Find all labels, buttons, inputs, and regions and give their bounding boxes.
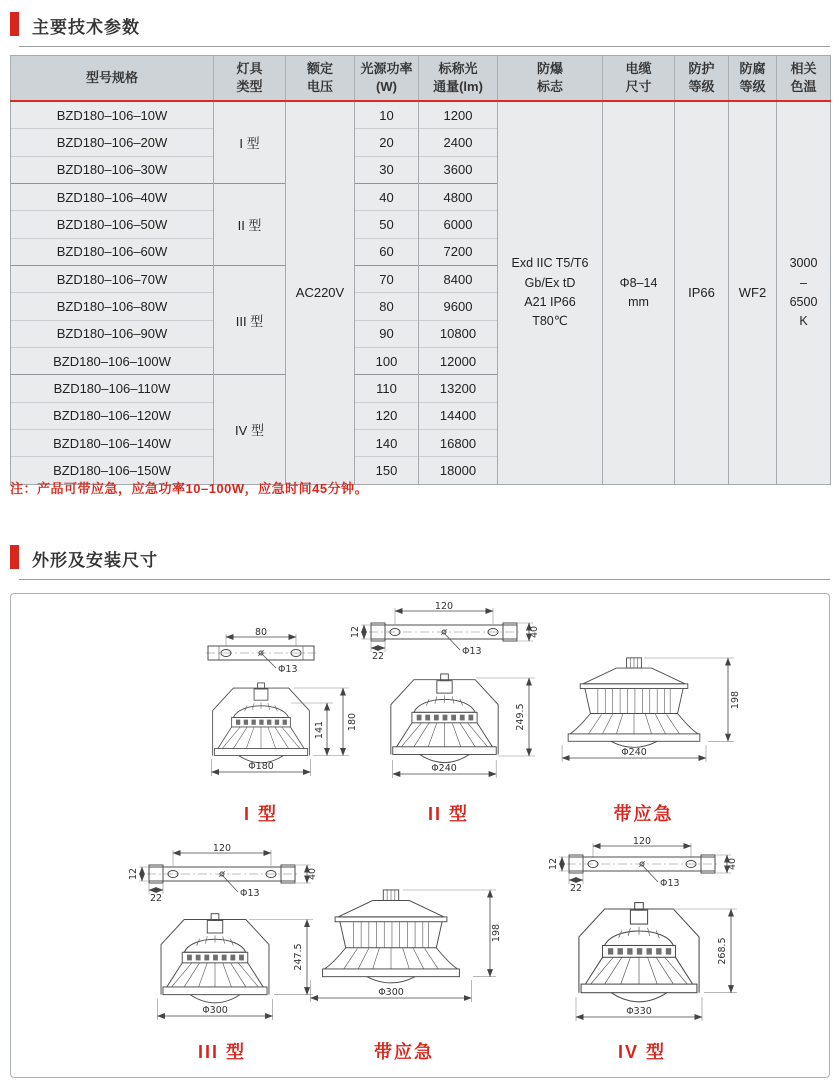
model-cell: BZD180–106–150W <box>11 457 214 484</box>
flux-cell: 4800 <box>419 184 498 211</box>
column-header-protection: 防护 等级 <box>675 56 729 102</box>
tech-params-table <box>10 55 831 485</box>
power-cell: 30 <box>355 156 419 183</box>
column-header-model: 型号规格 <box>11 56 214 102</box>
model-cell: BZD180–106–80W <box>11 293 214 320</box>
mounting-bracket-top-view <box>369 623 519 641</box>
flux-cell: 16800 <box>419 430 498 457</box>
emergency-note: 注：产品可带应急，应急功率10–100W，应急时间45分钟。 <box>10 481 369 496</box>
flux-cell: 18000 <box>419 457 498 484</box>
model-cell: BZD180–106–50W <box>11 211 214 238</box>
dimension-label: Φ13 <box>278 664 298 675</box>
power-cell: 70 <box>355 266 419 293</box>
dimension-label: 22 <box>149 893 163 904</box>
dimension-label: 198 <box>491 923 502 943</box>
dimension-label: Φ13 <box>660 878 680 889</box>
power-cell: 100 <box>355 348 419 375</box>
model-cell: BZD180–106–140W <box>11 430 214 457</box>
model-cell: BZD180–106–100W <box>11 348 214 375</box>
power-cell: 40 <box>355 184 419 211</box>
red-accent-bar <box>10 545 19 569</box>
color-temp-cell: 3000 – 6500 K <box>777 101 831 484</box>
dimension-label: Φ13 <box>240 888 260 899</box>
dimension-label: 12 <box>128 867 139 881</box>
dimension-label: 249.5 <box>515 703 526 731</box>
lamp-side-view <box>323 890 460 983</box>
power-cell: 150 <box>355 457 419 484</box>
dimension-label: 12 <box>350 625 361 639</box>
dimension-label: 247.5 <box>293 943 304 971</box>
protection-cell: IP66 <box>675 101 729 484</box>
section-header-tech-params <box>10 12 830 47</box>
dimension-label: 268.5 <box>717 937 728 965</box>
dimension-label: 40 <box>727 857 738 871</box>
drawing-type-2 <box>339 602 554 798</box>
column-header-power: 光源功率 (W) <box>355 56 419 102</box>
dimension-label: 80 <box>254 627 268 638</box>
dimension-label: Φ300 <box>202 1005 228 1016</box>
red-accent-bar <box>10 12 19 36</box>
model-cell: BZD180–106–30W <box>11 156 214 183</box>
dimension-label: 22 <box>569 883 583 894</box>
dimension-drawings-panel <box>10 593 830 1078</box>
column-header-flux: 标称光 通量(lm) <box>419 56 498 102</box>
dimension-label: 40 <box>307 867 318 881</box>
model-cell: BZD180–106–110W <box>11 375 214 402</box>
type-label: III 型 <box>197 1042 246 1062</box>
type-label: IV 型 <box>617 1042 666 1062</box>
dimension-label: 40 <box>529 625 540 639</box>
flux-cell: 12000 <box>419 348 498 375</box>
lamp-type-cell: III 型 <box>214 266 286 375</box>
power-cell: 140 <box>355 430 419 457</box>
dimension-label: Φ330 <box>626 1006 652 1017</box>
model-cell: BZD180–106–90W <box>11 320 214 347</box>
lamp-type-cell: I 型 <box>214 101 286 184</box>
dimension-label: Φ240 <box>621 747 647 758</box>
power-cell: 60 <box>355 238 419 265</box>
dimension-label: Φ300 <box>378 987 404 998</box>
lamp-side-view <box>161 914 269 1003</box>
mounting-bracket-top-view <box>147 865 297 883</box>
section-title: 外形及安装尺寸 <box>19 545 830 580</box>
dimension-label: Φ13 <box>462 646 482 657</box>
dimension-label: 120 <box>434 602 454 612</box>
column-header-voltage: 额定 电压 <box>286 56 355 102</box>
dimension-label: 198 <box>730 690 741 710</box>
flux-cell: 6000 <box>419 211 498 238</box>
power-cell: 50 <box>355 211 419 238</box>
type-label: II 型 <box>427 804 469 824</box>
flux-cell: 7200 <box>419 238 498 265</box>
lamp-side-view <box>568 658 700 747</box>
anticorrosion-cell: WF2 <box>729 101 777 484</box>
type-label: I 型 <box>243 804 278 824</box>
dimension-label: 22 <box>371 651 385 662</box>
dimension-label: 120 <box>632 836 652 847</box>
flux-cell: 3600 <box>419 156 498 183</box>
lamp-side-view <box>391 674 498 763</box>
model-cell: BZD180–106–20W <box>11 129 214 156</box>
dimension-label: Φ240 <box>431 763 457 774</box>
power-cell: 120 <box>355 402 419 429</box>
model-cell: BZD180–106–40W <box>11 184 214 211</box>
mounting-bracket-top-view <box>567 855 717 873</box>
voltage-cell: AC220V <box>286 101 355 484</box>
model-cell: BZD180–106–60W <box>11 238 214 265</box>
header-row <box>11 56 831 102</box>
drawing-emergency-300 <box>294 884 514 1032</box>
flux-cell: 14400 <box>419 402 498 429</box>
power-cell: 90 <box>355 320 419 347</box>
column-header-color-temp: 相关 色温 <box>777 56 831 102</box>
column-header-cable-size: 电缆 尺寸 <box>603 56 675 102</box>
drawing-type-1 <box>161 624 361 796</box>
flux-cell: 2400 <box>419 129 498 156</box>
power-cell: 80 <box>355 293 419 320</box>
column-header-anticorrosion: 防腐 等级 <box>729 56 777 102</box>
dimension-label: 12 <box>548 857 559 871</box>
column-header-lamp-type: 灯具 类型 <box>214 56 286 102</box>
type-label: 带应急 <box>613 804 674 824</box>
drawing-type-4 <box>527 836 757 1032</box>
lamp-type-cell: IV 型 <box>214 375 286 484</box>
dimension-label: 141 <box>314 720 325 740</box>
cable-size-cell: Φ8–14 mm <box>603 101 675 484</box>
power-cell: 20 <box>355 129 419 156</box>
flux-cell: 10800 <box>419 320 498 347</box>
table-row <box>11 101 831 129</box>
model-cell: BZD180–106–10W <box>11 101 214 129</box>
section-title: 主要技术参数 <box>19 12 830 47</box>
flux-cell: 1200 <box>419 101 498 129</box>
power-cell: 110 <box>355 375 419 402</box>
dimension-label: 120 <box>212 844 232 854</box>
lamp-side-view <box>213 683 310 763</box>
model-cell: BZD180–106–120W <box>11 402 214 429</box>
type-label: 带应急 <box>374 1042 434 1062</box>
lamp-type-cell: II 型 <box>214 184 286 266</box>
column-header-explosion-mark: 防爆 标志 <box>498 56 603 102</box>
dimension-label: 180 <box>347 712 358 732</box>
dimension-label: Φ180 <box>248 761 274 772</box>
explosion-mark-cell: Exd IIC T5/T6 Gb/Ex tD A21 IP66 T80℃ <box>498 101 603 484</box>
flux-cell: 9600 <box>419 293 498 320</box>
model-cell: BZD180–106–70W <box>11 266 214 293</box>
section-header-dimensions <box>10 545 830 580</box>
flux-cell: 13200 <box>419 375 498 402</box>
power-cell: 10 <box>355 101 419 129</box>
drawing-emergency-240 <box>536 652 751 792</box>
flux-cell: 8400 <box>419 266 498 293</box>
lamp-side-view <box>579 903 699 1002</box>
